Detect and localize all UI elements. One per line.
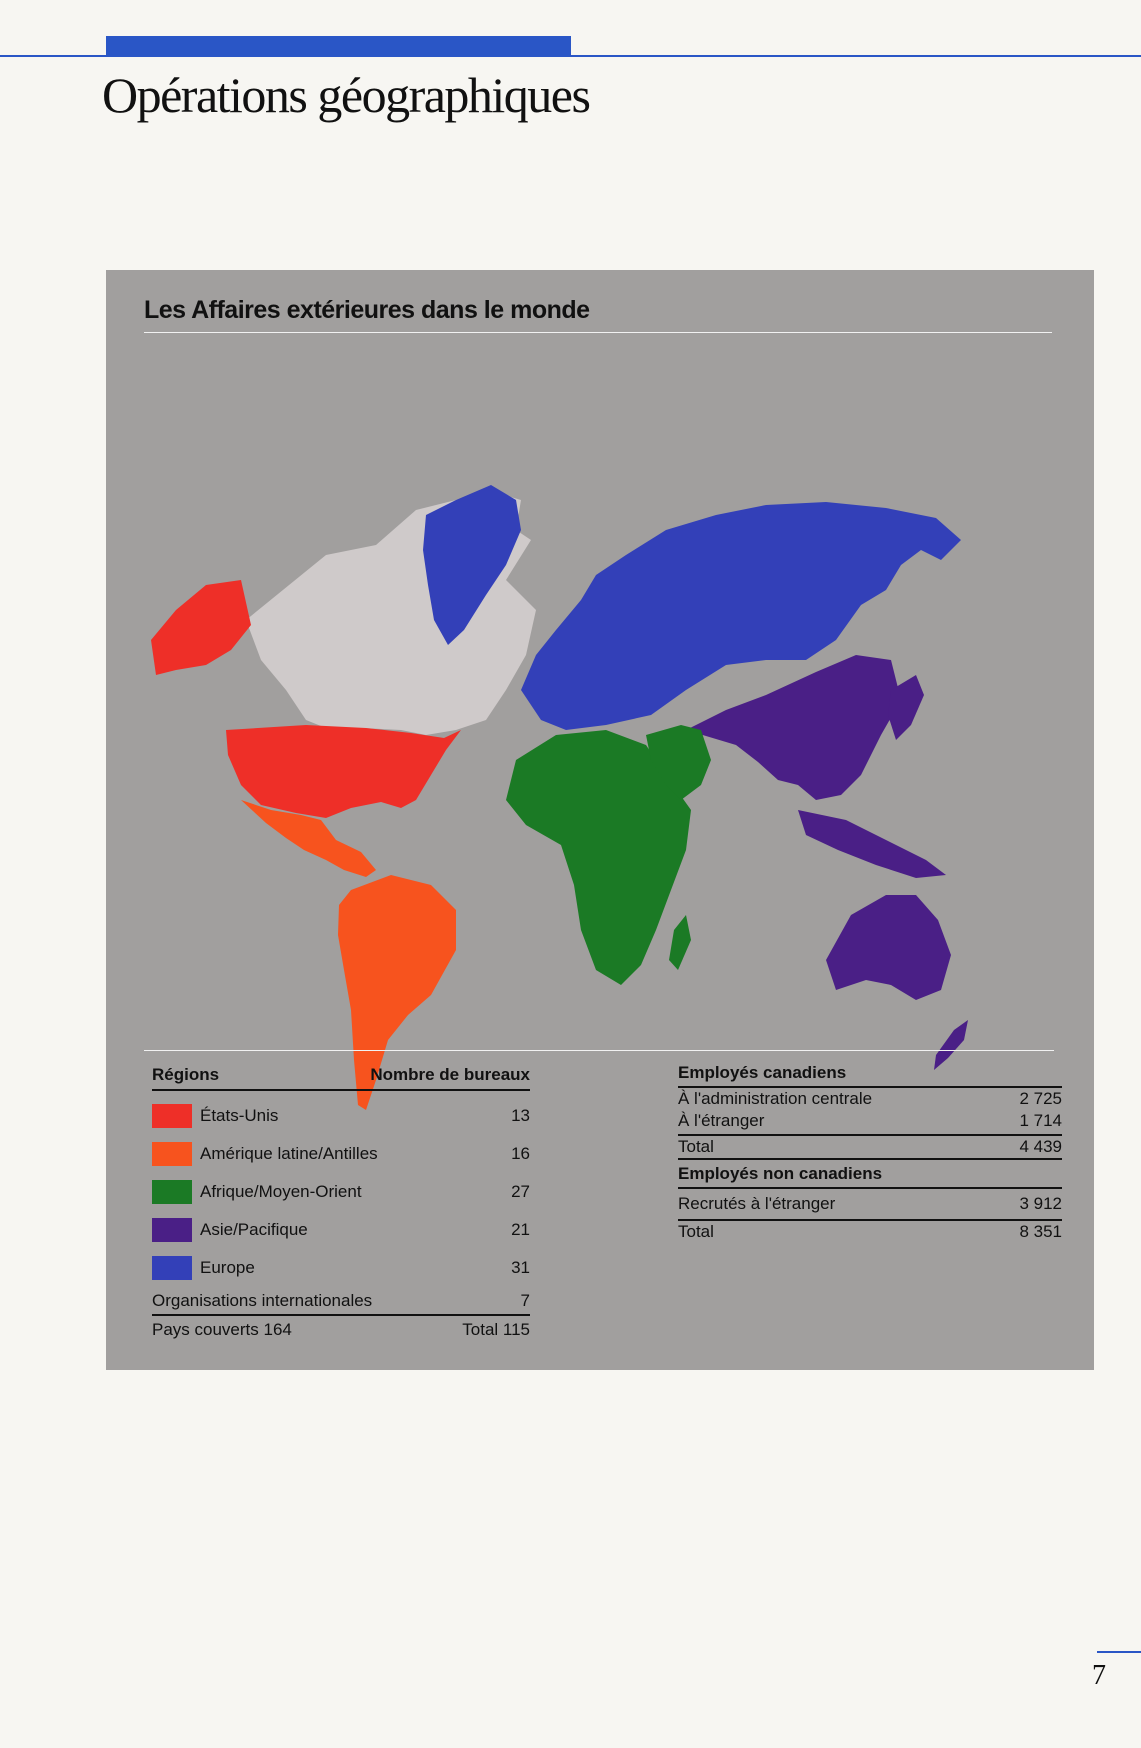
region-name: Amérique latine/Antilles — [200, 1144, 378, 1163]
intl-orgs-offices: 7 — [520, 1291, 530, 1310]
offices-header-label: Nombre de bureaux — [370, 1065, 530, 1084]
countries-covered: Pays couverts 164 — [152, 1320, 292, 1339]
regions-header — [152, 1065, 530, 1091]
staff-value: 4 439 — [1019, 1137, 1062, 1156]
map-region-australia — [826, 895, 951, 1000]
region-name: Europe — [200, 1258, 255, 1277]
regions-table — [152, 1065, 530, 1340]
region-swatch-africa — [152, 1180, 192, 1204]
staff-table — [678, 1063, 1062, 1243]
region-name: États-Unis — [200, 1106, 279, 1125]
staff-label: À l'étranger — [678, 1111, 765, 1130]
staff-value: 8 351 — [1019, 1222, 1062, 1241]
map-title: Les Affaires extérieures dans le monde — [144, 296, 590, 324]
staff-label: Total — [678, 1137, 714, 1156]
regions-header-label: Régions — [152, 1065, 220, 1084]
region-swatch-us — [152, 1104, 192, 1128]
region-swatch-latin-america — [152, 1142, 192, 1166]
staff-row-hq — [678, 1088, 1062, 1110]
staff-row-recruited — [678, 1193, 1062, 1215]
page-title: Opérations géographiques — [102, 67, 590, 123]
world-map-panel — [106, 270, 1094, 1370]
region-offices: 27 — [511, 1182, 530, 1201]
staff-label: Total — [678, 1222, 714, 1241]
header-accent-bar — [106, 36, 571, 57]
region-row-latin-america — [152, 1135, 530, 1173]
region-row-europe — [152, 1249, 530, 1287]
legend-rule — [144, 1050, 1054, 1051]
region-swatch-europe — [152, 1256, 192, 1280]
region-row-us — [152, 1097, 530, 1135]
staff-label: À l'administration centrale — [678, 1089, 873, 1108]
region-row-africa — [152, 1173, 530, 1211]
map-region-united-states — [226, 725, 461, 818]
map-region-asia — [686, 655, 901, 800]
regions-total-row — [152, 1320, 530, 1340]
intl-orgs-row — [152, 1291, 530, 1316]
page-number: 7 — [1092, 1660, 1106, 1691]
intl-orgs-label: Organisations internationales — [152, 1291, 373, 1310]
region-offices: 21 — [511, 1220, 530, 1239]
staff-row-grand-total — [678, 1219, 1062, 1243]
staff-value: 1 714 — [1019, 1111, 1062, 1130]
map-region-alaska — [151, 580, 251, 675]
page-number-rule — [1097, 1651, 1141, 1653]
region-row-asia — [152, 1211, 530, 1249]
staff-value: 2 725 — [1019, 1089, 1062, 1108]
offices-total: Total 115 — [462, 1320, 530, 1339]
region-swatch-asia — [152, 1218, 192, 1242]
staff-row-canadian-total — [678, 1134, 1062, 1160]
region-offices: 16 — [511, 1144, 530, 1163]
region-name: Asie/Pacifique — [200, 1220, 308, 1239]
staff-label: Recrutés à l'étranger — [678, 1194, 836, 1213]
staff-row-abroad — [678, 1110, 1062, 1132]
region-offices: 31 — [511, 1258, 530, 1277]
region-offices: 13 — [511, 1106, 530, 1125]
map-region-southeast-asia — [798, 810, 946, 878]
map-region-madagascar — [669, 915, 691, 970]
non-canadian-staff-header: Employés non canadiens — [678, 1160, 1062, 1189]
canadian-staff-header: Employés canadiens — [678, 1063, 1062, 1088]
region-name: Afrique/Moyen-Orient — [200, 1182, 362, 1201]
map-title-rule — [144, 332, 1052, 333]
staff-value: 3 912 — [1019, 1194, 1062, 1213]
